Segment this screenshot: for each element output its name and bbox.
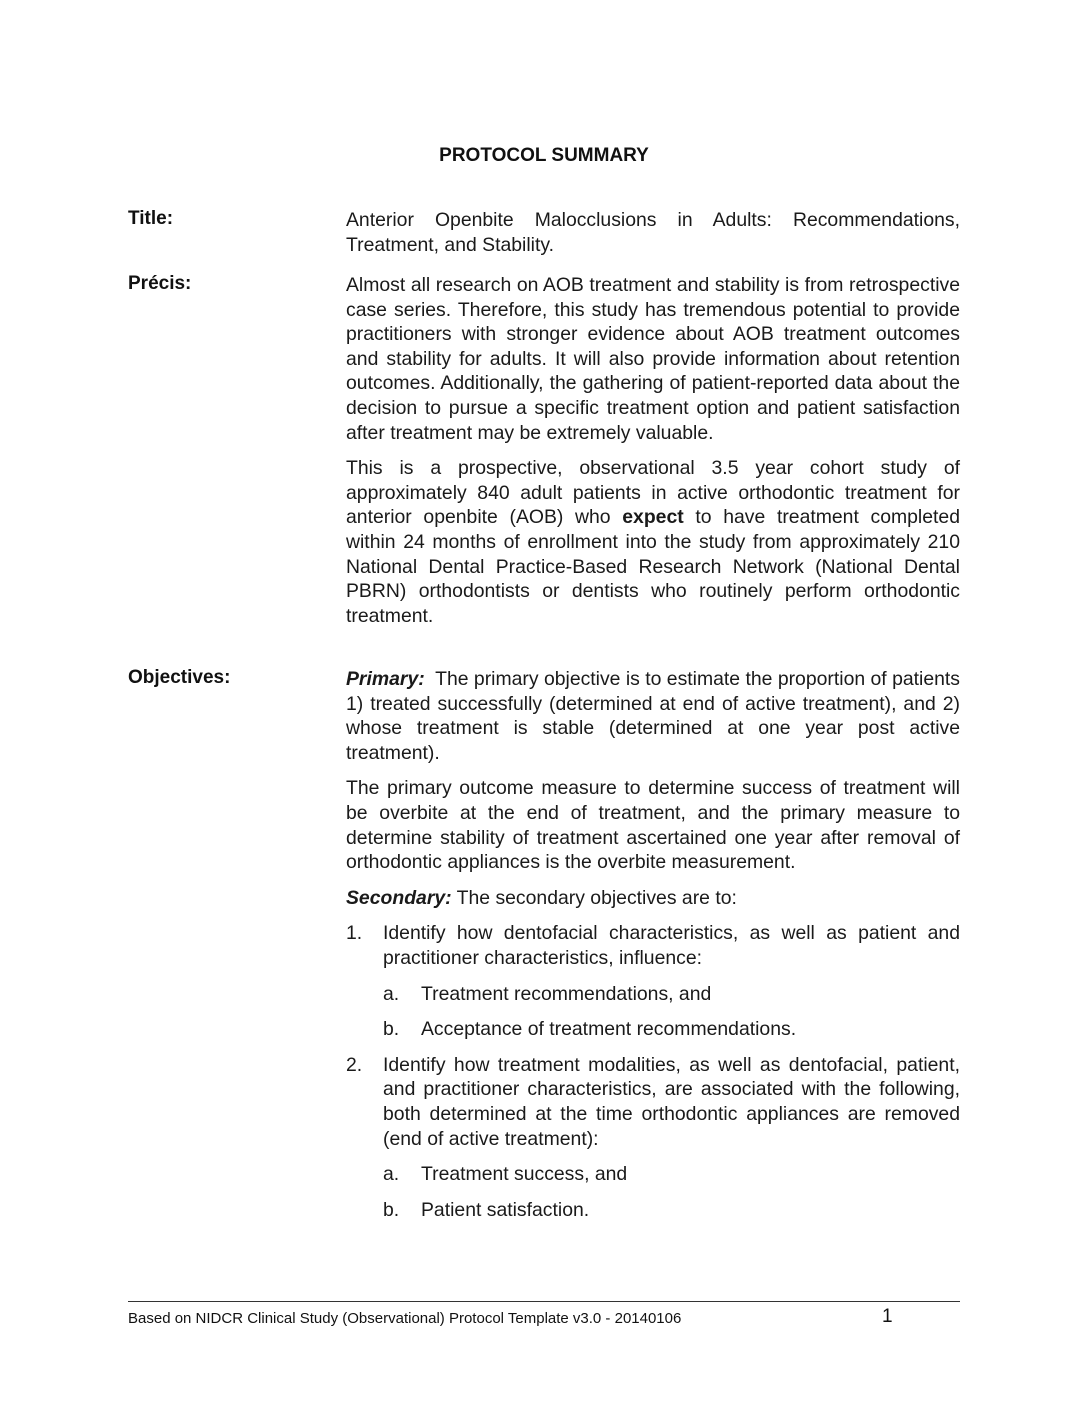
precis-p2-text-start: This is a prospective, observational 3.5 year cohort study of approximately 840 adult patients in active orthodontic treatment for anterior openbite (AOB) who <box>346 457 960 529</box>
precis-section <box>346 273 960 628</box>
list-item-text: Treatment recommendations, and <box>421 982 712 1005</box>
primary-measure: The primary outcome measure to determine success of treatment will be overbite at the end of treatment, and the primary measure to determine stability of treatment ascertained one year after removal of orthodontic appliances is the overbite measurement. <box>346 777 960 874</box>
footer-text: Based on NIDCR Clinical Study (Observational) Protocol Template v3.0 - 20140106 <box>128 1310 682 1327</box>
list-letter: b. <box>383 1018 400 1041</box>
footer-divider <box>128 1301 960 1302</box>
title-section <box>346 208 960 257</box>
secondary-objective <box>346 886 960 911</box>
objectives-section <box>346 667 966 1222</box>
primary-lead: Primary: <box>346 668 425 690</box>
secondary-text: The secondary objectives are to: <box>451 886 737 909</box>
list-item <box>346 921 960 970</box>
primary-objective <box>346 667 966 765</box>
list-letter: a. <box>383 982 400 1005</box>
list-number: 1. <box>346 922 363 945</box>
list-item-text: Identify how treatment modalities, as well as dentofacial, patient, and practitioner characteristics, are associated with the following, both determined at the time orthodontic appliances are removed (end of active treatment): <box>383 1053 960 1150</box>
list-item-text: Treatment success, and <box>421 1163 628 1186</box>
list-item-text: Patient satisfaction. <box>421 1198 590 1221</box>
list-item <box>346 1162 960 1187</box>
precis-p2-text-end: to have treatment completed within 24 months of enrollment into the study from approximately 210 National Dental Practice-Based Research Network (National Dental PBRN) orthodontists or dentists who routinely perform orthodontic treatment. <box>346 506 960 627</box>
list-item <box>346 982 960 1007</box>
objectives-label: Objectives: <box>128 667 231 688</box>
title-label: Title: <box>128 208 174 229</box>
list-item <box>346 1198 960 1223</box>
precis-p2-emphasis: expect <box>622 506 684 529</box>
page-number: 1 <box>882 1306 893 1327</box>
list-item <box>346 1053 960 1151</box>
precis-label: Précis: <box>128 273 192 294</box>
secondary-lead: Secondary: <box>346 886 452 909</box>
list-item-text: Identify how dentofacial characteristics, as well as patient and practitioner characteristics, influence: <box>383 922 960 969</box>
list-item-text: Acceptance of treatment recommendations. <box>421 1018 797 1041</box>
list-letter: b. <box>383 1198 400 1221</box>
list-item <box>346 1017 960 1042</box>
study-title: Anterior Openbite Malocclusions in Adults: Recommendations, Treatment, and Stability. <box>346 209 960 256</box>
list-letter: a. <box>383 1163 400 1186</box>
precis-paragraph-1: Almost all research on AOB treatment and stability is from retrospective case series. Therefore, this study has tremendous potential to provide practitioners with stronger evidence about AOB treatment outcomes and stability for adults. It will also provide information about retention outcomes. Additionally, the gathering of patient-reported data about the decision to pursue a specific treatment option and patient satisfaction after treatment may be extremely valuable. <box>346 274 960 444</box>
precis-paragraph-2 <box>346 456 960 628</box>
list-number: 2. <box>346 1053 363 1076</box>
page-title: PROTOCOL SUMMARY <box>439 145 649 166</box>
primary-text: The primary objective is to estimate the proportion of patients 1) treated successfully (determined at end of active treatment), and 2) whose treatment is stable (determined at one year post active treatment). <box>346 668 966 764</box>
